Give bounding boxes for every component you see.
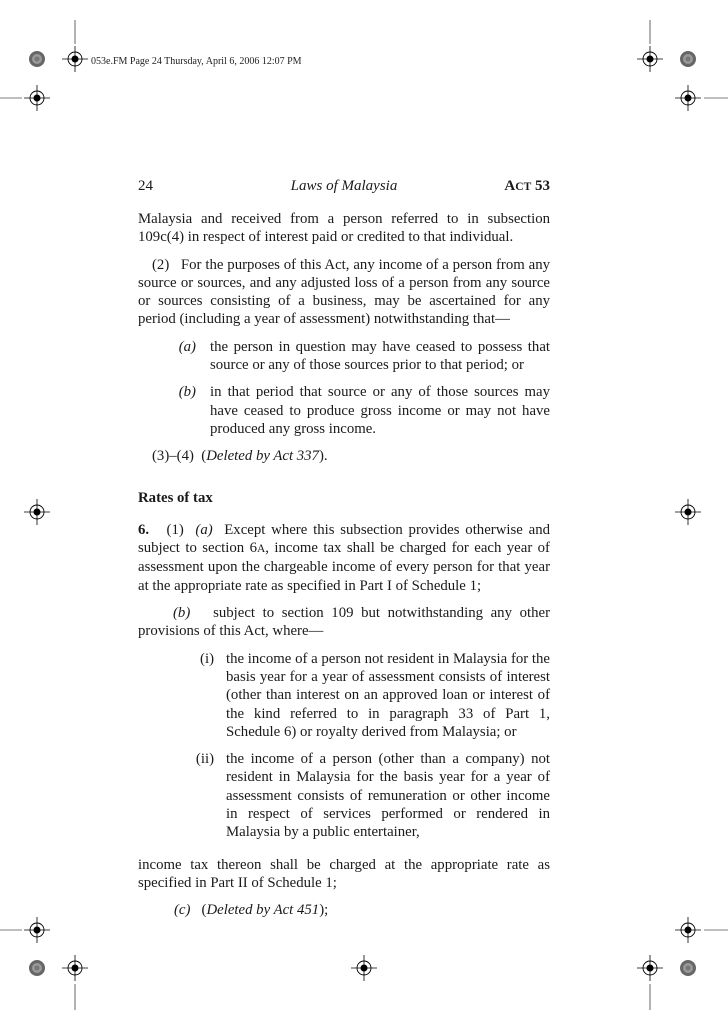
- subsection-3-4: (3)–(4) (Deleted by Act 337).: [152, 448, 328, 465]
- running-header: [138, 178, 550, 200]
- print-slug: 053e.FM Page 24 Thursday, April 6, 2006 12:07 PM: [91, 56, 302, 67]
- page-body: [138, 210, 550, 920]
- list-item-b: (b) in that period that source or any of those sources may have ceased to produce gross income or may not have produced any gross income.: [178, 384, 550, 437]
- list-item-ii: (ii) the income of a person (other than a company) not resident in Malaysia for the basis year for a year of assessment consists of remuneration or other income in respect of services performed or rendered in Malaysia by a public entertainer,: [195, 751, 550, 841]
- list-item-a: (a) the person in question may have ceased to possess that source or any of those sources prior to that period; or: [178, 338, 550, 374]
- section-heading: Rates of tax: [138, 489, 213, 506]
- page-number: 24: [138, 178, 153, 194]
- section-6-1-b: (b) subject to section 109 but notwithstanding any other provisions of this Act, where—: [138, 605, 550, 640]
- section-6-tail: income tax thereon shall be charged at the appropriate rate as specified in Part II of Schedule 1;: [138, 856, 550, 891]
- header-title: Laws of Malaysia: [290, 178, 398, 194]
- act-number: ACT 53: [504, 178, 550, 194]
- section-6-1-c: (c) (Deleted by Act 451);: [174, 902, 329, 919]
- subsection-2: (2) For the purposes of this Act, any income of a person from any source or sources, and any adjusted loss of a person from any source or sources consisting of a business, may be ascertained for any period (including a year of assessment) notwithstanding that—: [138, 256, 550, 328]
- list-item-i: (i) the income of a person not resident in Malaysia for the basis year for a year of assessment consists of interest (other than interest on an approved loan or interest of the kind referred to in paragraph 33 of Part 1, Schedule 6) or royalty derived from Malaysia; or: [200, 650, 550, 740]
- section-6-1-a: 6. (1) (a) Except where this subsection provides otherwise and subject to section 6A, income tax shall be charged for each year of assessment upon the chargeable income of every person for that year at the appropriate rate as specified in Part I of Schedule 1;: [138, 521, 550, 594]
- paragraph-continuation: Malaysia and received from a person referred to in subsection 109c(4) in respect of interest paid or credited to that individual.: [138, 211, 550, 246]
